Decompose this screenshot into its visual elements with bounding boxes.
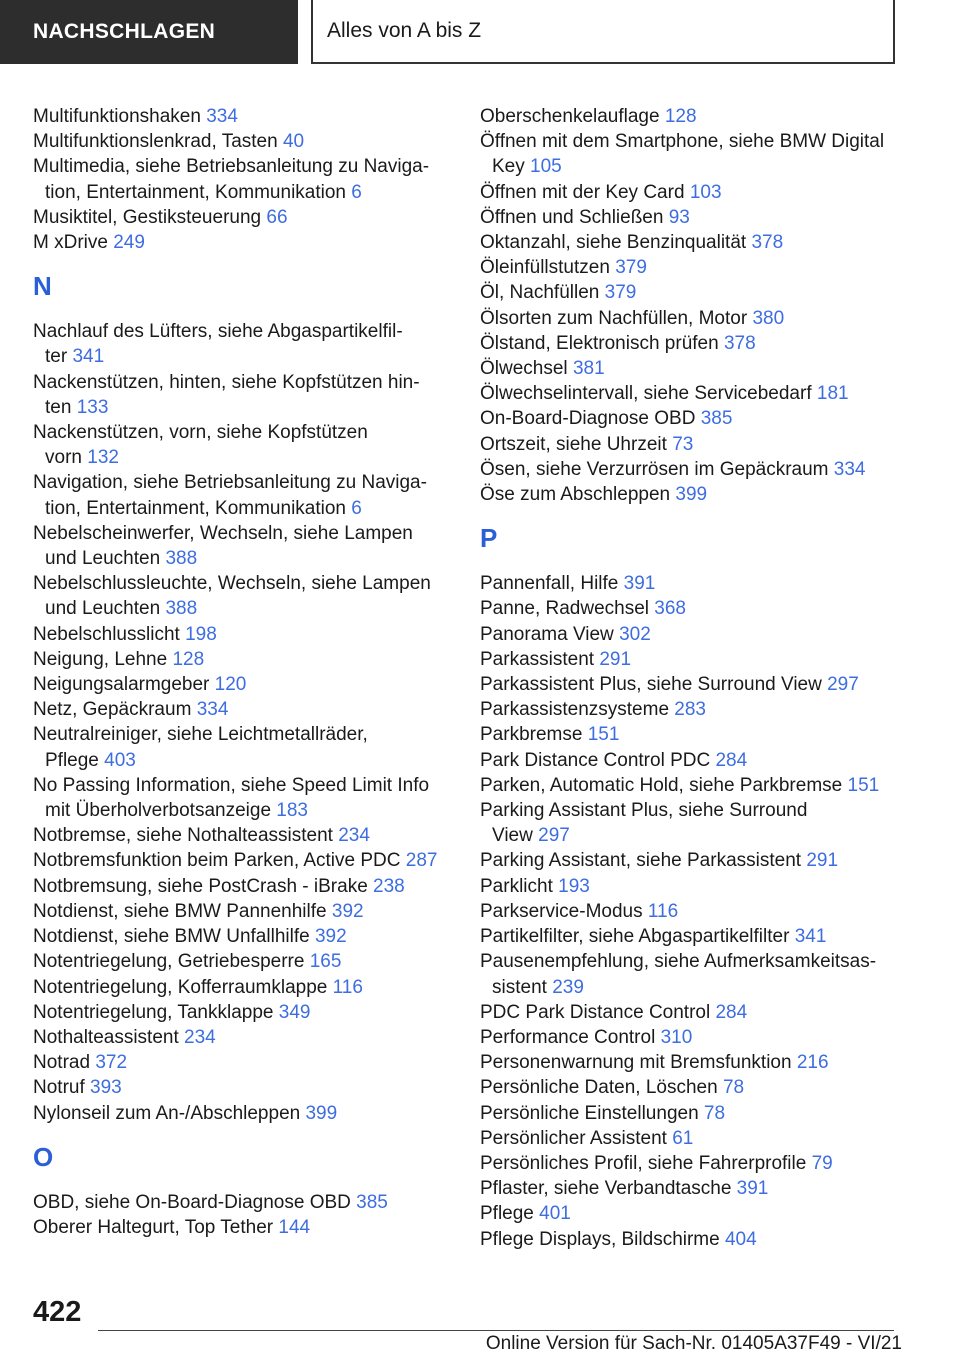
index-entry [33, 1101, 463, 1126]
page-reference-link[interactable]: 73 [672, 433, 694, 455]
index-entry [480, 406, 910, 431]
index-entry-text: vorn [45, 447, 82, 469]
index-entry [33, 848, 463, 873]
index-entry-text: Multimedia, siehe Betriebsanleitung zu Naviga- [33, 156, 430, 178]
index-entry-text: Notbremse, siehe Nothalteassistent [33, 825, 333, 847]
index-entry [33, 1000, 463, 1025]
index-letter-heading: P [480, 523, 498, 554]
index-entry-text: tion, Entertainment, Kommunikation [45, 181, 346, 203]
index-entry [33, 823, 463, 848]
page-reference-link[interactable]: 144 [278, 1216, 311, 1238]
index-entry [33, 205, 463, 230]
index-entry [33, 622, 463, 647]
page-reference-link[interactable]: 388 [165, 598, 198, 620]
index-entry [33, 1050, 463, 1075]
index-entry-text: Notbremsung, siehe PostCrash - iBrake [33, 875, 368, 897]
index-entry [33, 1215, 463, 1240]
index-entry-text: Pflege Displays, Bildschirme [480, 1228, 720, 1250]
index-entry [480, 205, 910, 230]
index-entry-text: Oktanzahl, siehe Benzinqualität [480, 232, 747, 254]
section-title: NACHSCHLAGEN [33, 20, 216, 43]
page-reference-link[interactable]: 385 [356, 1191, 388, 1213]
index-entry-text: Parklicht [480, 875, 553, 897]
index-entry-text: Navigation, siehe Betriebsanleitung zu Naviga- [33, 472, 427, 494]
index-entry [480, 949, 910, 999]
page-reference-link[interactable]: 380 [752, 307, 785, 329]
page-reference-link[interactable]: 66 [266, 206, 288, 228]
page-reference-link[interactable]: 234 [338, 825, 370, 847]
page-reference-link[interactable]: 291 [599, 648, 632, 670]
index-entry [480, 1227, 910, 1252]
index-entry [480, 1025, 910, 1050]
index-entry-text: Ölwechsel [480, 358, 568, 380]
index-entry [33, 1190, 463, 1215]
index-entry-text: PDC Park Distance Control [480, 1001, 711, 1023]
index-entry [33, 104, 463, 129]
page-reference-link[interactable]: 349 [278, 1001, 311, 1023]
index-entry-text: Panorama View [480, 623, 614, 645]
index-entry-text: Öl, Nachfüllen [480, 282, 600, 304]
index-entry-text: Ortszeit, siehe Uhrzeit [480, 433, 667, 455]
index-entry-text: Netz, Gepäckraum [33, 699, 192, 721]
index-entry [480, 280, 910, 305]
page-reference-link[interactable]: 93 [668, 206, 690, 228]
page-reference-link[interactable]: 120 [214, 674, 247, 696]
index-entry-text: Persönliche Daten, Löschen [480, 1077, 718, 1099]
page-reference-link[interactable]: 128 [664, 106, 697, 127]
index-entry-text: und Leuchten [45, 598, 161, 620]
index-entry-text: Key [492, 156, 525, 178]
index-entry-text: Notdienst, siehe BMW Pannenhilfe [33, 900, 327, 922]
page-reference-link[interactable]: 341 [72, 346, 105, 368]
index-entry [480, 1151, 910, 1176]
index-entry [33, 647, 463, 672]
index-entry [33, 773, 463, 823]
page-reference-link[interactable]: 297 [827, 674, 859, 696]
index-entry-text: Nackenstützen, hinten, siehe Kopfstützen hin- [33, 371, 420, 393]
index-entry [480, 773, 910, 798]
index-entry [480, 722, 910, 747]
index-entry [33, 975, 463, 1000]
index-entry [480, 356, 910, 381]
index-entry [33, 370, 463, 420]
index-entry-text: Parking Assistant Plus, siehe Surround [480, 800, 808, 822]
index-entry [480, 924, 910, 949]
index-entry [33, 230, 463, 255]
index-entry-text: Öffnen mit der Key Card [480, 181, 685, 203]
index-entry [480, 622, 910, 647]
index-entry-text: Performance Control [480, 1026, 656, 1048]
index-entry [480, 1101, 910, 1126]
index-entry [480, 697, 910, 722]
index-entry-text: Neigung, Lehne [33, 648, 168, 670]
index-entry [480, 798, 910, 848]
index-entry-text: Panne, Radwechsel [480, 598, 649, 620]
page-reference-link[interactable]: 116 [332, 976, 363, 998]
index-entry-text: Notdienst, siehe BMW Unfallhilfe [33, 926, 310, 948]
index-entry [33, 319, 463, 369]
index-entry-text: Parkassistenzsysteme [480, 699, 670, 721]
index-column-right [480, 104, 910, 1252]
index-entry-text: sistent [492, 976, 547, 998]
index-entry-text: Pflege [480, 1203, 534, 1225]
index-entry [480, 432, 910, 457]
index-entry-text: Nebelschlussleuchte, Wechseln, siehe Lampen [33, 573, 431, 595]
index-entry [33, 1025, 463, 1050]
page-reference-link[interactable]: 6 [351, 497, 362, 519]
index-entry-text: Neigungsalarmgeber [33, 674, 210, 696]
index-entry-text: Ölstand, Elektronisch prüfen [480, 332, 719, 354]
index-entry-text: Öleinfüllstutzen [480, 257, 610, 279]
index-entry [33, 1075, 463, 1100]
index-entry [33, 949, 463, 974]
index-entry [480, 596, 910, 621]
page-reference-link[interactable]: 61 [672, 1127, 694, 1149]
chapter-header [311, 0, 895, 64]
page-reference-link[interactable]: 385 [700, 408, 733, 430]
page-reference-link[interactable]: 401 [539, 1203, 571, 1225]
index-entry [480, 104, 910, 129]
index-entry-text: Pannenfall, Hilfe [480, 573, 619, 595]
index-entry-text: Parken, Automatic Hold, siehe Parkbremse [480, 774, 843, 796]
index-entry-text: Persönliche Einstellungen [480, 1102, 699, 1124]
page-reference-link[interactable]: 291 [806, 850, 839, 872]
index-entry-text: Oberschenkelauflage [480, 106, 660, 127]
page-reference-link[interactable]: 341 [794, 926, 827, 948]
page-reference-link[interactable]: 151 [587, 724, 620, 746]
index-entry [480, 1075, 910, 1100]
index-entry [480, 647, 910, 672]
page-reference-link[interactable]: 116 [647, 900, 679, 922]
page-reference-link[interactable]: 103 [689, 181, 722, 203]
index-entry [33, 420, 463, 470]
section-tab [0, 0, 298, 64]
index-entry-text: ten [45, 396, 72, 418]
page-reference-link[interactable]: 334 [196, 699, 229, 721]
index-entry-text: OBD, siehe On-Board-Diagnose OBD [33, 1191, 351, 1213]
page-reference-link[interactable]: 393 [90, 1077, 122, 1099]
page-reference-link[interactable]: 249 [113, 232, 145, 254]
index-entry [480, 255, 910, 280]
index-letter-heading: N [33, 271, 52, 302]
page-reference-link[interactable]: 302 [619, 623, 651, 645]
index-entry-text: Pflege [45, 749, 99, 771]
page-reference-link[interactable]: 78 [722, 1077, 745, 1099]
index-entry-text: mit Überholverbotsanzeige [45, 800, 272, 822]
page-reference-link[interactable]: 133 [76, 396, 109, 418]
index-entry-text: Parkassistent Plus, siehe Surround View [480, 674, 822, 696]
index-column-left [33, 104, 463, 1240]
page-reference-link[interactable]: 128 [172, 648, 205, 670]
page-reference-link[interactable]: 193 [558, 875, 590, 897]
page-reference-link[interactable]: 334 [833, 458, 866, 480]
index-entry-text: Notentriegelung, Kofferraumklappe [33, 976, 328, 998]
page-reference-link[interactable]: 391 [623, 573, 656, 595]
page-reference-link[interactable]: 334 [206, 106, 238, 127]
index-entry-text: Parking Assistant, siehe Parkassistent [480, 850, 802, 872]
index-entry-text: Parkbremse [480, 724, 583, 746]
page-reference-link[interactable]: 198 [185, 623, 217, 645]
index-entry-text: Multifunktionslenkrad, Tasten [33, 131, 278, 153]
index-entry [480, 306, 910, 331]
index-entry-text: Ölsorten zum Nachfüllen, Motor [480, 307, 748, 329]
index-entry-text: Musiktitel, Gestiksteuerung [33, 206, 262, 228]
index-entry [480, 848, 910, 873]
index-entry [33, 571, 463, 621]
index-entry-text: Öffnen und Schließen [480, 206, 664, 228]
index-entry-text: Notentriegelung, Getriebesperre [33, 951, 305, 973]
index-entry-text: Notentriegelung, Tankklappe [33, 1001, 274, 1023]
page-reference-link[interactable]: 287 [405, 850, 438, 872]
index-entry-text: View [492, 825, 533, 847]
page-reference-link[interactable]: 310 [660, 1026, 693, 1048]
page-reference-link[interactable]: 283 [674, 699, 706, 721]
index-entry-text: und Leuchten [45, 548, 161, 570]
page-reference-link[interactable]: 183 [276, 800, 308, 822]
index-entry [480, 180, 910, 205]
index-entry-text: Notruf [33, 1077, 85, 1099]
page-reference-link[interactable]: 404 [724, 1228, 757, 1250]
index-entry-text: Öse zum Abschleppen [480, 484, 671, 506]
index-entry-text: Multifunktionshaken [33, 106, 201, 127]
page-reference-link[interactable]: 403 [104, 749, 136, 771]
index-entry-text: Ölwechselintervall, siehe Servicebedarf [480, 383, 812, 405]
index-entry [33, 470, 463, 520]
index-entry-text: ter [45, 346, 68, 368]
page-reference-link[interactable]: 6 [351, 181, 362, 203]
page-reference-link[interactable]: 238 [373, 875, 405, 897]
page-reference-link[interactable]: 79 [811, 1152, 833, 1174]
page-reference-link[interactable]: 372 [95, 1052, 128, 1074]
index-entry-text: Pausenempfehlung, siehe Aufmerksamkeitsas- [480, 951, 877, 973]
index-entry-text: Neutralreiniger, siehe Leichtmetallräder, [33, 724, 368, 746]
index-entry [480, 482, 910, 507]
page-reference-link[interactable]: 234 [184, 1026, 216, 1048]
index-entry-text: tion, Entertainment, Kommunikation [45, 497, 346, 519]
page-reference-link[interactable]: 392 [331, 900, 364, 922]
index-entry-text: Ösen, siehe Verzurrösen im Gepäckraum [480, 458, 829, 480]
index-entry [33, 722, 463, 772]
index-entry [480, 1050, 910, 1075]
page-number: 422 [33, 1296, 82, 1328]
index-entry [480, 457, 910, 482]
page-reference-link[interactable]: 78 [703, 1102, 726, 1124]
index-entry [33, 154, 463, 204]
index-entry [480, 230, 910, 255]
index-entry-text: Persönlicher Assistent [480, 1127, 667, 1149]
index-entry-text: Nothalteassistent [33, 1026, 179, 1048]
chapter-title: Alles von A bis Z [327, 19, 482, 42]
index-entry-text: Partikelfilter, siehe Abgaspartikelfilter [480, 926, 790, 948]
index-entry [480, 672, 910, 697]
index-entry-text: Park Distance Control PDC [480, 749, 711, 771]
index-entry-text: Öffnen mit dem Smartphone, siehe BMW Digital [480, 131, 885, 153]
index-entry [480, 1000, 910, 1025]
page-reference-link[interactable]: 388 [165, 548, 198, 570]
index-entry-text: Nackenstützen, vorn, siehe Kopfstützen [33, 422, 368, 444]
index-entry [480, 331, 910, 356]
index-entry-text: Nebelschlusslicht [33, 623, 180, 645]
page-reference-link[interactable]: 284 [715, 1001, 748, 1023]
page-reference-link[interactable]: 379 [604, 282, 637, 304]
page-reference-link[interactable]: 399 [305, 1102, 338, 1124]
index-entry-text: No Passing Information, siehe Speed Limit Info [33, 774, 430, 796]
index-entry [33, 697, 463, 722]
page-reference-link[interactable]: 40 [282, 131, 305, 153]
index-entry [480, 381, 910, 406]
page-reference-link[interactable]: 391 [736, 1178, 769, 1200]
index-entry [33, 924, 463, 949]
index-letter-heading: O [33, 1141, 54, 1172]
page-reference-link[interactable]: 392 [314, 926, 347, 948]
page-reference-link[interactable]: 297 [538, 825, 570, 847]
index-entry [480, 899, 910, 924]
index-entry-text: Parkassistent [480, 648, 595, 670]
page-reference-link[interactable]: 132 [87, 447, 119, 469]
index-entry [33, 672, 463, 697]
index-entry [33, 874, 463, 899]
index-entry-text: Nebelscheinwerfer, Wechseln, siehe Lampen [33, 522, 413, 544]
footer-version: Online Version für Sach-Nr. 01405A37F49 - VI/21 [485, 1333, 902, 1354]
index-entry-text: Nylonseil zum An-/Abschleppen [33, 1102, 301, 1124]
index-entry [480, 129, 910, 179]
index-entry [480, 1176, 910, 1201]
page-reference-link[interactable]: 368 [654, 598, 686, 620]
page-reference-link[interactable]: 284 [715, 749, 748, 771]
index-entry-text: Personenwarnung mit Bremsfunktion [480, 1052, 792, 1074]
index-entry [480, 1201, 910, 1226]
page-reference-link[interactable]: 151 [847, 774, 880, 796]
index-entry-text: M xDrive [33, 232, 108, 254]
index-entry-text: On-Board-Diagnose OBD [480, 408, 696, 430]
page-reference-link[interactable]: 381 [572, 358, 605, 380]
index-entry-text: Oberer Haltegurt, Top Tether [33, 1216, 274, 1238]
index-entry [480, 874, 910, 899]
page-reference-link[interactable]: 105 [530, 156, 562, 178]
index-entry-text: Parkservice-Modus [480, 900, 643, 922]
index-entry-text: Notrad [33, 1052, 91, 1074]
index-entry [480, 748, 910, 773]
page-reference-link[interactable]: 165 [309, 951, 342, 973]
index-entry [480, 1126, 910, 1151]
index-entry [480, 571, 910, 596]
index-entry-text: Notbremsfunktion beim Parken, Active PDC [33, 850, 401, 872]
index-entry-text: Nachlauf des Lüfters, siehe Abgaspartikelfil- [33, 321, 403, 343]
page-reference-link[interactable]: 181 [816, 383, 849, 405]
index-entry-text: Pflaster, siehe Verbandtasche [480, 1178, 732, 1200]
index-entry [33, 129, 463, 154]
footer-divider [98, 1330, 894, 1331]
page-reference-link[interactable]: 378 [751, 232, 784, 254]
index-entry [33, 899, 463, 924]
index-entry-text: Persönliches Profil, siehe Fahrerprofile [480, 1152, 807, 1174]
page-reference-link[interactable]: 379 [615, 257, 647, 279]
page-reference-link[interactable]: 378 [723, 332, 756, 354]
page-reference-link[interactable]: 239 [552, 976, 584, 998]
page-reference-link[interactable]: 216 [796, 1052, 829, 1074]
index-entry [33, 521, 463, 571]
page-reference-link[interactable]: 399 [675, 484, 708, 506]
